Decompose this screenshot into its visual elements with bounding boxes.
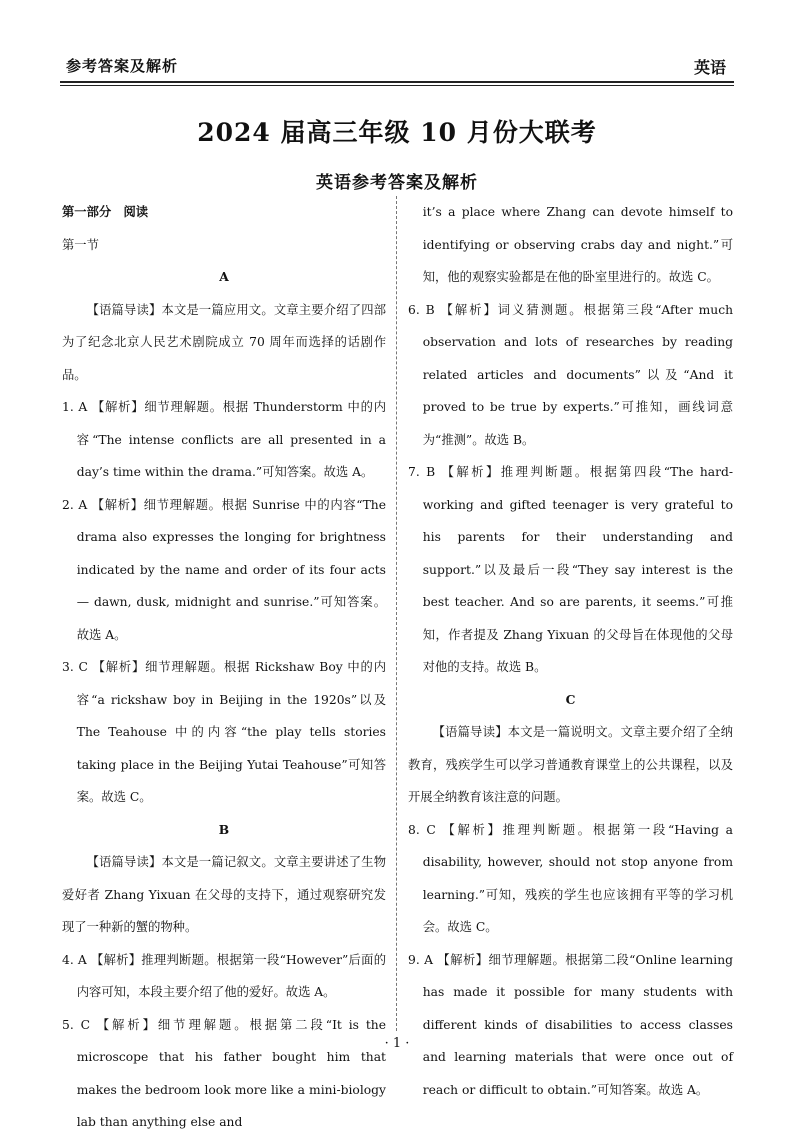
- answer-9: 9. A 【解析】细节理解题。根据第二段“Online learning has made it possible for many students with different kinds of disabilities to access classes and learning materials that were once out of reach or difficult to obtain.”可知答案。故选 A。: [408, 952, 733, 1097]
- answer-5-continued: it’s a place where Zhang can devote himself to identifying or observing crabs day and night.”可知，他的观察实验都是在他的卧室里进行的。故选 C。: [422, 205, 733, 284]
- answer-2: 2. A 【解析】细节理解题。根据 Sunrise 中的内容“The drama also expresses the longing for brightness indicated by the name and order of its four acts — dawn, dusk, midnight and sunrise.”可知答案。故选 A。: [62, 497, 386, 642]
- column-divider: [396, 196, 397, 1031]
- answer-4: 4. A 【解析】推理判断题。根据第一段“However”后面的内容可知，本段主要介绍了他的爱好。故选 A。: [62, 952, 386, 999]
- left-column: [62, 196, 386, 1139]
- right-column: [408, 196, 733, 1106]
- passage-c-heading: C: [565, 691, 576, 707]
- passage-a-intro: 【语篇导读】本文是一篇应用文。文章主要介绍了四部为了纪念北京人民艺术剧院成立 70 周年而选择的话剧作品。: [62, 302, 386, 382]
- answer-3: 3. C 【解析】细节理解题。根据 Rickshaw Boy 中的内容“a rickshaw boy in Beijing in the 1920s”以及 The Teahouse 中的内容“the play tells stories taking place in the Beijing Yutai Teahouse”可知答案。故选 C。: [62, 660, 386, 804]
- header-section-label: 参考答案及解析: [66, 57, 179, 75]
- answer-7: 7. B 【解析】推理判断题。根据第四段“The hard-working and gifted teenager is very grateful to his parents for their understanding and support.”以及最后一段“They say interest is the best teacher. And so are parents, it seems.”可推知，作者提及 Zhang Yixuan 的父母旨在体现他的父母对他的支持。故选 B。: [408, 465, 733, 674]
- answer-6: 6. B 【解析】词义猜测题。根据第三段“After much observation and lots of researches by reading related articles and documents”以及“And it proved to be true by experts.”可推知，画线词意为“推测”。故选 B。: [408, 302, 733, 447]
- passage-b-heading: B: [218, 821, 230, 837]
- subsection-heading: 第一节: [62, 237, 99, 252]
- answer-8: 8. C 【解析】推理判断题。根据第一段“Having a disability, however, should not stop anyone from learning.”可知，残疾的学生也应该拥有平等的学习机会。故选 C。: [408, 822, 733, 934]
- header-subject-label: 英语: [693, 58, 726, 77]
- page-number: · 1 ·: [384, 1036, 410, 1051]
- passage-a-heading: A: [219, 269, 229, 284]
- passage-c-intro: 【语篇导读】本文是一篇说明文。文章主要介绍了全纳教育，残疾学生可以学习普通教育课堂上的公共课程，以及开展全纳教育该注意的问题。: [408, 725, 733, 804]
- page-subtitle: 英语参考答案及解析: [316, 173, 478, 193]
- answer-1: 1. A 【解析】细节理解题。根据 Thunderstorm 中的内容“The intense conflicts are all presented in a day’s time within the drama.”可知答案。故选 A。: [62, 400, 386, 479]
- passage-b-intro: 【语篇导读】本文是一篇记叙文。文章主要讲述了生物爱好者 Zhang Yixuan 在父母的支持下，通过观察研究发现了一种新的蟹的物种。: [62, 855, 386, 934]
- page-title: 2024 届高三年级 10 月份大联考: [197, 118, 597, 147]
- section-heading: 第一部分 阅读: [62, 204, 149, 219]
- header-rule-thin: [60, 85, 734, 86]
- answer-5: 5. C 【解析】细节理解题。根据第二段“It is the microscope that his father bought him that makes the bedroom look more like a mini-biology lab than anything else and: [62, 1017, 386, 1129]
- header-rule: [60, 81, 734, 83]
